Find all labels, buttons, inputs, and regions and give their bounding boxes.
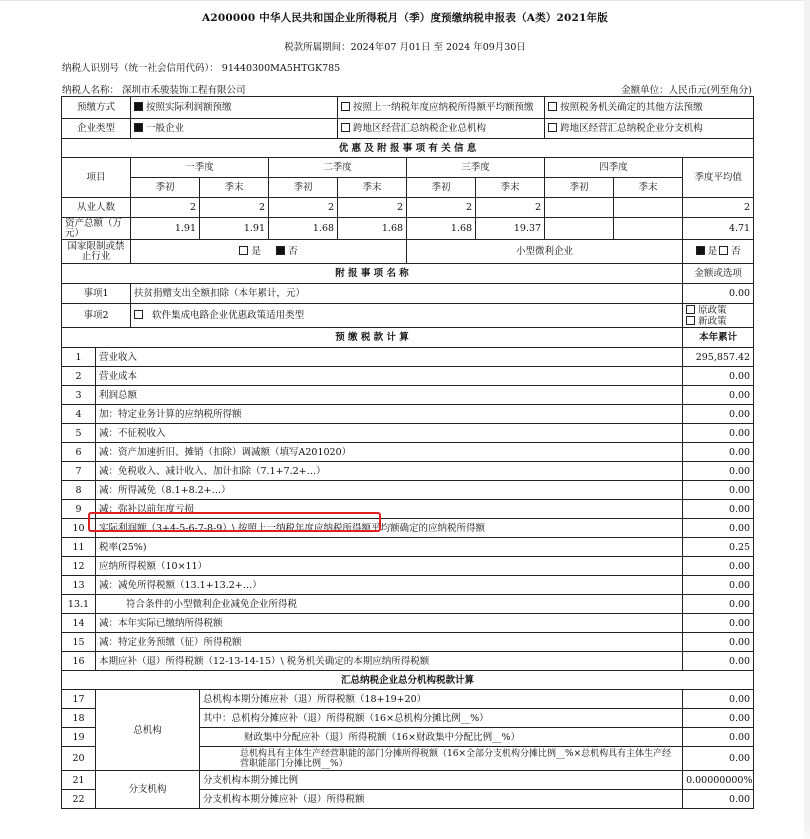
attached-item-1-text: 扶贫捐赠支出全额扣除（本年累计，元） <box>131 284 683 304</box>
checkbox-icon <box>686 305 695 314</box>
summary-header-row <box>62 671 754 690</box>
calc-row-13-1 <box>62 595 754 614</box>
prepay-method-label: 预缴方式 <box>62 97 131 119</box>
row-label: 利润总额 <box>96 386 683 405</box>
row-value[interactable]: 295,857.42 <box>683 348 754 367</box>
row-value[interactable]: 0.00 <box>683 614 754 633</box>
assets-q3-start[interactable]: 1.68 <box>407 218 476 240</box>
checkbox-icon <box>341 102 350 111</box>
attached-item-1-label: 事项1 <box>62 284 131 304</box>
row-value[interactable]: 0.00 <box>683 709 754 728</box>
row-number: 10 <box>62 519 96 538</box>
row-value[interactable]: 0.00 <box>683 652 754 671</box>
calc-row-2 <box>62 367 754 386</box>
row-value[interactable]: 0.00 <box>683 728 754 747</box>
assets-label: 资产总额（万元） <box>62 218 131 240</box>
row-number: 1 <box>62 348 96 367</box>
summary-row-21 <box>62 771 754 790</box>
employees-average: 2 <box>683 198 754 218</box>
row-value[interactable]: 0.00 <box>683 386 754 405</box>
prepay-method-option-1[interactable]: 按照实际利润额预缴 <box>131 97 338 119</box>
row-label: 减：资产加速折旧、摊销（扣除）调减额（填写A201020） <box>96 443 683 462</box>
viewer-scroll-edge[interactable] <box>804 0 810 839</box>
quarter-header-row <box>62 158 754 178</box>
preferential-header: 优 惠 及 附 报 事 项 有 关 信 息 <box>62 139 754 158</box>
quarter-subheader-row <box>62 178 754 198</box>
prepay-method-row <box>62 97 754 119</box>
checked-box-icon <box>134 123 143 132</box>
restricted-industry-label: 国家限制或禁止行业 <box>62 240 131 264</box>
employees-q2-end[interactable]: 2 <box>338 198 407 218</box>
row-number: 5 <box>62 424 96 443</box>
attached-items-header: 附 报 事 项 名 称 <box>62 264 683 284</box>
row-value[interactable]: 0.00 <box>683 424 754 443</box>
employees-q1-start[interactable]: 2 <box>131 198 200 218</box>
row-value[interactable]: 0.25 <box>683 538 754 557</box>
calc-row-4 <box>62 405 754 424</box>
assets-average: 4.71 <box>683 218 754 240</box>
prepay-method-option-3[interactable]: 按照税务机关确定的其他方法预缴 <box>545 97 754 119</box>
row-label: 税率(25%) <box>96 538 683 557</box>
enterprise-type-label: 企业类型 <box>62 119 131 139</box>
row-label: 其中：总机构分摊应补（退）所得税额（16×总机构分摊比例__%） <box>200 709 683 728</box>
row-label: 财政集中分配应补（退）所得税额（16×财政集中分配比例__%） <box>200 728 683 747</box>
prepay-method-option-2[interactable]: 按照上一纳税年度应纳税所得额平均额预缴 <box>338 97 545 119</box>
assets-q4-start[interactable] <box>545 218 614 240</box>
q3-header: 三季度 <box>407 158 545 178</box>
row-number: 20 <box>62 747 96 771</box>
amount-unit: 金额单位：人民币元(列至角分) <box>621 85 752 96</box>
row-value[interactable]: 0.00 <box>683 500 754 519</box>
calc-row-7 <box>62 462 754 481</box>
attached-item-1-row <box>62 284 754 304</box>
taxpayer-name-value: 深圳市禾骏装饰工程有限公司 <box>122 85 246 96</box>
summary-row-17 <box>62 690 754 709</box>
checkbox-icon <box>341 123 350 132</box>
row-value[interactable]: 0.00 <box>683 481 754 500</box>
calc-row-1 <box>62 348 754 367</box>
calc-row-6 <box>62 443 754 462</box>
q2-header: 二季度 <box>269 158 407 178</box>
attached-header-row <box>62 264 754 284</box>
bottom-fade <box>0 822 810 839</box>
checkbox-icon[interactable] <box>134 310 143 319</box>
row-number: 14 <box>62 614 96 633</box>
row-label: 分支机构本期分摊比例 <box>200 771 683 790</box>
assets-q1-end[interactable]: 1.91 <box>200 218 269 240</box>
amount-or-option-header: 金额或选项 <box>683 264 754 284</box>
row-number: 18 <box>62 709 96 728</box>
attached-item-1-value[interactable]: 0.00 <box>683 284 754 304</box>
summary-header: 汇总纳税企业总分机构税款计算 <box>62 671 754 690</box>
row-label: 减：不征税收入 <box>96 424 683 443</box>
checkbox-icon <box>548 102 557 111</box>
row-number: 4 <box>62 405 96 424</box>
enterprise-type-option-1[interactable]: 一般企业 <box>131 119 338 139</box>
row-number: 15 <box>62 633 96 652</box>
row-label: 本期应补（退）所得税额（12-13-14-15）\ 税务机关确定的本期应纳所得税额 <box>96 652 683 671</box>
row-number: 7 <box>62 462 96 481</box>
enterprise-type-row <box>62 119 754 139</box>
q3-start-header: 季初 <box>407 178 476 198</box>
row-label: 实际利润额（3+4-5-6-7-8-9）\ 按照上一纳税年度应纳税所得额平均额确定的应纳税所得额 <box>96 519 683 538</box>
row-value[interactable]: 0.00 <box>683 576 754 595</box>
assets-q3-end[interactable]: 19.37 <box>476 218 545 240</box>
row-value[interactable]: 0.00 <box>683 633 754 652</box>
calc-row-15 <box>62 633 754 652</box>
checked-box-icon <box>696 246 705 255</box>
small-enterprise-options[interactable]: 是 否 <box>683 240 754 264</box>
row-value[interactable]: 0.00000000% <box>683 771 754 790</box>
q1-start-header: 季初 <box>131 178 200 198</box>
employees-q2-start[interactable]: 2 <box>269 198 338 218</box>
taxpayer-id-line <box>62 60 340 74</box>
checkbox-icon <box>239 246 248 255</box>
row-number: 17 <box>62 690 96 709</box>
row-number: 9 <box>62 500 96 519</box>
row-number: 12 <box>62 557 96 576</box>
assets-q4-end[interactable] <box>614 218 683 240</box>
row-value[interactable]: 0.00 <box>683 443 754 462</box>
assets-q2-end[interactable]: 1.68 <box>338 218 407 240</box>
calc-row-5 <box>62 424 754 443</box>
row-number: 19 <box>62 728 96 747</box>
row-label: 减：弥补以前年度亏损 <box>96 500 683 519</box>
row-value[interactable]: 0.00 <box>683 747 754 771</box>
row-label: 营业收入 <box>96 348 683 367</box>
row-number: 21 <box>62 771 96 790</box>
row-number: 6 <box>62 443 96 462</box>
row-label: 符合条件的小型微利企业减免企业所得税 <box>96 595 683 614</box>
q4-start-header: 季初 <box>545 178 614 198</box>
taxpayer-name-line <box>62 82 246 96</box>
row-value[interactable]: 0.00 <box>683 557 754 576</box>
row-label: 应纳所得税额（10×11） <box>96 557 683 576</box>
attached-item-2-row <box>62 304 754 328</box>
row-value[interactable]: 0.00 <box>683 405 754 424</box>
row-value[interactable]: 0.00 <box>683 595 754 614</box>
checkbox-icon <box>548 123 557 132</box>
row-number: 8 <box>62 481 96 500</box>
row-number: 13 <box>62 576 96 595</box>
row-label: 减：免税收入、减计收入、加计扣除（7.1+7.2+…） <box>96 462 683 481</box>
q2-end-header: 季末 <box>338 178 407 198</box>
restricted-industry-options[interactable]: 是 否 <box>131 240 407 264</box>
row-number: 16 <box>62 652 96 671</box>
calc-row-14 <box>62 614 754 633</box>
tax-return-table <box>61 96 754 809</box>
employees-q3-start[interactable]: 2 <box>407 198 476 218</box>
row-label: 营业成本 <box>96 367 683 386</box>
employees-q4-start[interactable] <box>545 198 614 218</box>
enterprise-type-option-3[interactable]: 跨地区经营汇总纳税企业分支机构 <box>545 119 754 139</box>
taxpayer-id-label: 纳税人识别号（统一社会信用代码）： <box>62 63 219 74</box>
row-number: 2 <box>62 367 96 386</box>
row-number: 13.1 <box>62 595 96 614</box>
calc-header-row <box>62 328 754 348</box>
employees-q3-end[interactable]: 2 <box>476 198 545 218</box>
tax-period: 税款所属期间：2024年07 月01日 至 2024 年09月30日 <box>284 42 526 53</box>
top-border <box>0 0 810 1</box>
q1-end-header: 季末 <box>200 178 269 198</box>
row-label: 加：特定业务计算的应纳税所得额 <box>96 405 683 424</box>
checkbox-icon <box>686 316 695 325</box>
calc-row-13 <box>62 576 754 595</box>
q3-end-header: 季末 <box>476 178 545 198</box>
row-label: 分支机构本期分摊应补（退）所得税额 <box>200 790 683 809</box>
row-number: 3 <box>62 386 96 405</box>
checked-box-icon <box>134 102 143 111</box>
row-number: 22 <box>62 790 96 809</box>
form-title: A200000 中华人民共和国企业所得税月（季）度预缴纳税申报表（A类）2021年版 <box>202 12 608 24</box>
row-number: 11 <box>62 538 96 557</box>
row-label: 总机构具有主体生产经营职能的部门分摊所得税额（16×全部分支机构分摊比例__%×总机构具有主体生产经营职能部门分摊比例__%） <box>200 747 683 771</box>
ytd-header: 本年累计 <box>683 328 754 348</box>
checkbox-icon <box>719 246 728 255</box>
q1-header: 一季度 <box>131 158 269 178</box>
calc-row-3 <box>62 386 754 405</box>
row-value[interactable]: 0.00 <box>683 519 754 538</box>
taxpayer-name-label: 纳税人名称： <box>62 85 120 96</box>
calc-row-8 <box>62 481 754 500</box>
row-label: 减：所得减免（8.1+8.2+…） <box>96 481 683 500</box>
restricted-industry-row <box>62 240 754 264</box>
employees-row <box>62 198 754 218</box>
row-value[interactable]: 0.00 <box>683 367 754 386</box>
small-enterprise-label: 小型微利企业 <box>407 240 683 264</box>
attached-item-2-text: 软件集成电路企业优惠政策适用类型 <box>131 304 683 328</box>
taxpayer-id-value: 91440300MA5HTGK785 <box>221 63 341 74</box>
attached-item-2-options[interactable]: 原政策 新政策 <box>683 304 754 328</box>
row-value[interactable]: 0.00 <box>683 462 754 481</box>
q4-header: 四季度 <box>545 158 683 178</box>
row-value[interactable]: 0.00 <box>683 790 754 809</box>
assets-q2-start[interactable]: 1.68 <box>269 218 338 240</box>
q4-end-header: 季末 <box>614 178 683 198</box>
branch-label: 分支机构 <box>96 771 200 809</box>
employees-q1-end[interactable]: 2 <box>200 198 269 218</box>
row-label: 减：特定业务预缴（征）所得税额 <box>96 633 683 652</box>
calc-row-16 <box>62 652 754 671</box>
row-label: 减：本年实际已缴纳所得税额 <box>96 614 683 633</box>
preferential-header-row <box>62 139 754 158</box>
employees-q4-end[interactable] <box>614 198 683 218</box>
row-label: 减：减免所得税额（13.1+13.2+…） <box>96 576 683 595</box>
quarter-average-header: 季度平均值 <box>683 158 754 198</box>
highlight-box-row-9 <box>88 512 381 532</box>
row-value[interactable]: 0.00 <box>683 690 754 709</box>
q2-start-header: 季初 <box>269 178 338 198</box>
checked-box-icon <box>276 246 285 255</box>
row-label: 总机构本期分摊应补（退）所得税额（18+19+20） <box>200 690 683 709</box>
enterprise-type-option-2[interactable]: 跨地区经营汇总纳税企业总机构 <box>338 119 545 139</box>
employees-label: 从业人数 <box>62 198 131 218</box>
item-header: 项目 <box>62 158 131 198</box>
calc-row-12 <box>62 557 754 576</box>
hq-label: 总机构 <box>96 690 200 771</box>
calc-row-11 <box>62 538 754 557</box>
attached-item-2-label: 事项2 <box>62 304 131 328</box>
assets-row <box>62 218 754 240</box>
calc-header: 预 缴 税 款 计 算 <box>62 328 683 348</box>
assets-q1-start[interactable]: 1.91 <box>131 218 200 240</box>
